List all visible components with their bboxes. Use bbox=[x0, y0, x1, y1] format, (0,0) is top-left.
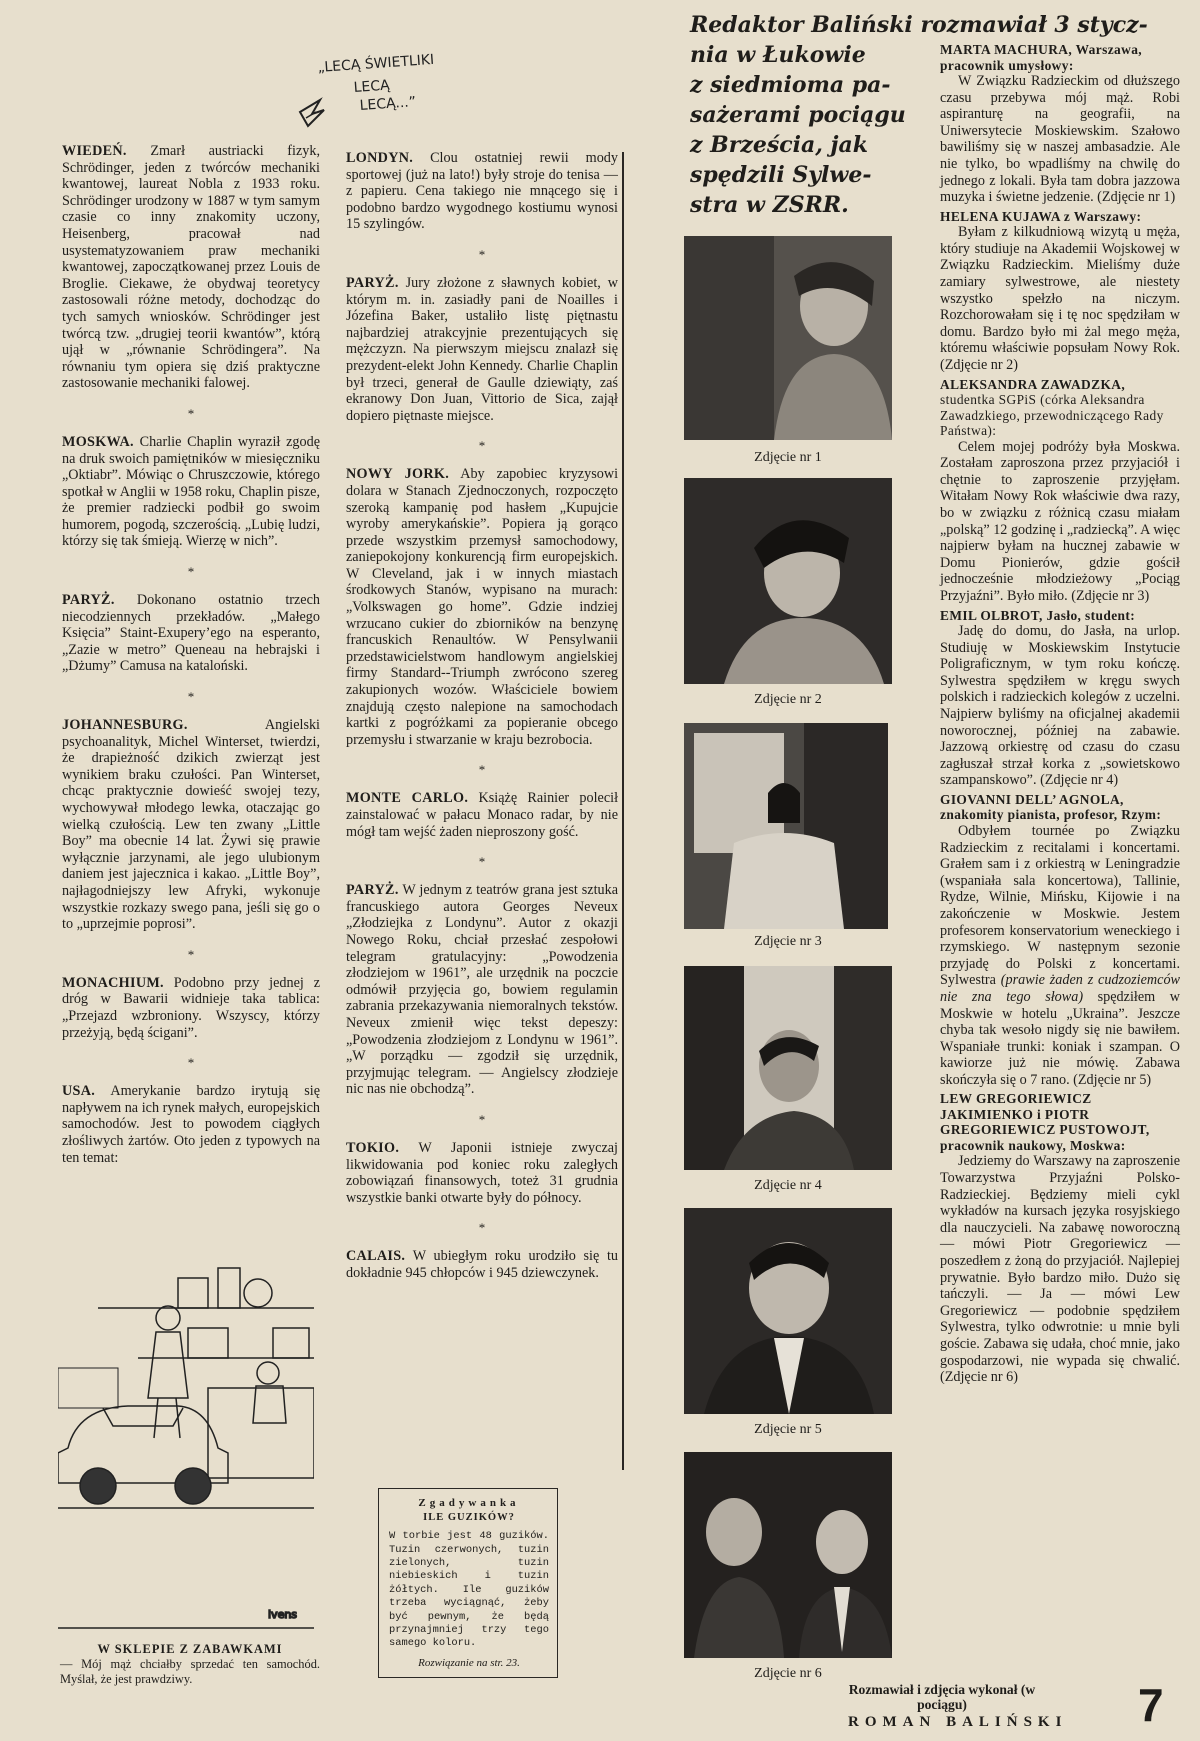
column-divider bbox=[622, 152, 624, 1470]
interview-text: Jadę do domu, do Jasła, na urlop. Studiuję w Moskiewskim Instytucie Poligraficznym, w tym roku kończę. Sylwestra spędziłem w kręgu swych polskich i radzieckich kolegów z uczelni. Najpierw byliśmy na oficjalnej akademii noworocznej, później na zabawie. Jazzową orkiestrę od czasu do czasu zagłuszał strzał korka z „sowietskowo szampanskowo”. (Zdjęcie nr 4) bbox=[940, 623, 1180, 789]
separator-star: * bbox=[187, 405, 195, 421]
logo-line-2: LECĄ bbox=[353, 77, 391, 96]
separator-star: * bbox=[478, 438, 486, 454]
photo-5 bbox=[684, 1208, 892, 1414]
photo-6 bbox=[684, 1452, 892, 1658]
interviewee-name: ALEKSANDRA ZAWADZKA, bbox=[940, 376, 1126, 392]
news-wieden: WIEDEŃ. Zmarł austriacki fizyk, Schrödinger, jeden z twórców mechaniki kwantowej, laureat Nobla z 1933 roku. Schrödinger urodzony w 1887 w tym samym czasie co inny znakomity uczony, Heisenberg, pracował nad usystematyzowaniem praw mechaniki kwantowej, zapoczątkowanej przez Louis de Broglie. Ciekawe, że obydwaj teoretycy zastosowali różne metody, dochodząc do tych samych wniosków. Schrödinger jest twórcą tzw. „drugiej teorii kwantów”, którą ujął w „równanie Schrödingera”. Na równaniu tym opiera się dziś praktyczne zastosowanie mechaniki falowej. bbox=[62, 143, 321, 392]
puzzle-subtitle: ILE GUZIKÓW? bbox=[423, 1511, 515, 1523]
author-name: ROMAN BALIŃSKI bbox=[848, 1714, 1068, 1730]
news-calais: CALAIS. W ubiegłym roku urodziło się tu dokładnie 945 chłopców i 945 dziewczynek. bbox=[346, 1248, 619, 1281]
photo-caption-6: Zdjęcie nr 6 bbox=[754, 1666, 822, 1681]
logo-line-3: LECĄ...” bbox=[359, 94, 417, 114]
news-paryz-1: PARYŻ. Dokonano ostatnio trzech niecodziennych przekładów. „Małego Księcia” Staint-Exupery’ego na esperanto, „Zazie w metro” Queneau na hebrajski i „Dżumy” Camusa na kataloński. bbox=[62, 592, 320, 675]
news-paryz-3: PARYŻ. W jednym z teatrów grana jest sztuka francuskiego autora Georges Neveux „Złodziejka z Londynu”. Autor z okazji Nowego Roku, chciał przesłać zespołowi telegram gratulacyjny: „Powodzenia złodziejom w 1961”, ale urzędnik na poczcie odmówił przyjęcia go, bowiem regulamin zabrania przekazywania niemoralnych tekstów. Neveux zmienił więc tekst depeszy: „Powodzenia złodziejom z Londynu w 1961”. „W porządku — zgodził się urzędnik, przyjmując telegram. — Angielscy złodzieje nic nas nie obchodzą”. bbox=[346, 882, 618, 1098]
headline-line-3: z siedmioma pa- bbox=[690, 72, 891, 98]
photo-3 bbox=[684, 723, 888, 929]
interviewee-role: Jasło, student: bbox=[1046, 607, 1136, 623]
interviewee-name: EMIL OLBROT, bbox=[940, 607, 1043, 623]
interviewee-role: z Warszawy: bbox=[1063, 208, 1142, 224]
separator-star: * bbox=[187, 1055, 195, 1071]
interview-text: Byłam z kilkudniową wizytą u męża, który studiuje na Akademii Wojskowej w Związku Radzieckim. Mieliśmy duże zamiary sylwestrowe, ale niestety wszystko spełzło na niczym. Rozchorowałam się i tę noc spędziłam w domu. Bardzo było mi żal mego męża, któremu właściwie popsułam Nowy Rok. (Zdjęcie nr 2) bbox=[940, 224, 1180, 373]
two-men-portrait-icon bbox=[684, 1452, 892, 1658]
separator-star: * bbox=[187, 946, 195, 962]
interview-3 bbox=[940, 377, 1180, 605]
interview-text: Jedziemy do Warszawy na zaproszenie Towarzystwa Przyjaźni Polsko-Radzieckiej. Będziemy mieli cykl wykładów na kursach języka rosyjskiego dla nauczycieli. Na zabawę noworoczną — mówi Piotr Gregoriewicz — poszedłem z żoną do przyjaciół. Najlepiej prywatnie. Było bardzo miło. Dużo się tańczyli. — Ja — mówi Lew Gregoriewicz — podobnie spędziłem Sylwestra, tylko odwrotnie: u mnie byli goście. Zabawa się udała, choć mnie, jako gospodarzowi, nie wypada się chwalić. (Zdjęcie nr 6) bbox=[940, 1153, 1180, 1386]
cartoon-caption bbox=[60, 1642, 320, 1687]
headline-line-1: Redaktor Baliński rozmawiał 3 stycz- bbox=[690, 12, 1148, 38]
news-tokio: TOKIO. W Japonii istnieje zwyczaj likwidowania pod koniec roku zaległych zobowiązań finansowych, toteż 31 grudnia wszystkie banki otwarte były do północy. bbox=[346, 1139, 618, 1206]
photo-caption-4: Zdjęcie nr 4 bbox=[754, 1178, 822, 1193]
separator-star: * bbox=[478, 854, 486, 870]
toy-shop-cartoon-icon bbox=[58, 1248, 314, 1638]
news-moskwa: MOSKWA. Charlie Chaplin wyraził zgodę na druk swoich pamiętników w miesięczniku „Oktiabr”. Mówiąc o Chruszczowie, którego spotkał w Anglii w 1958 roku, Chaplin pisze, że premier radziecki podbił go swoim humorem, pogodą, szczerością. „Lubię ludzi, którzy się tak śmieją. Wierzę w nich”. bbox=[62, 433, 320, 550]
logo-line-1: „LECĄ ŚWIETLIKI bbox=[317, 52, 435, 76]
puzzle-text: W torbie jest 48 guzików. Tuzin czerwonych, tuzin zielonych, tuzin niebieskich i tuzin żółtych. Ile guzików trzeba wyciągnąć, żeby być pewnym, że będą przynajmniej trzy tego samego koloru. bbox=[389, 1530, 549, 1650]
news-monte-carlo: MONTE CARLO. Książę Rainier polecił zainstalować w pałacu Monaco radar, by nie mógł tam wejść żaden nieproszony gość. bbox=[346, 790, 619, 840]
interview-text: Odbyłem tournée po Związku Radzieckim z recitalami i koncertami. Grałem sam i z orkiestrą w Leningradzie (wspaniała sala koncertowa), Tallinie, Rydze, Wilnie, Mińsku, Kijowie i na zakończenie w Moskwie. Jestem profesorem konservatorium weneckiego i rzymskiego. W następnym sezonie przyjadę do Polski z koncertami. Sylwestra (prawie żaden z cudzoziemców nie zna tego słowa) spędziłem w Moskwie w hotelu „Ukraina”. Jeszcze chyba tak wesoło nigdy się nie bawiłem. Wspaniałe trunki: koniak i szampan. O kawiorze już nie mówię. Zabawa skończyła się o 7 rano. (Zdjęcie nr 5) bbox=[940, 822, 1180, 1088]
svg-text:ivens: ivens bbox=[268, 1608, 298, 1621]
separator-star: * bbox=[478, 246, 486, 262]
train-window-portrait-icon bbox=[684, 723, 888, 929]
interviewee-role: znakomity pianista, profesor, Rzym: bbox=[940, 807, 1162, 823]
interviewee-role: pracownik naukowy, Moskwa: bbox=[940, 1137, 1126, 1153]
headline-line-2: nia w Łukowie bbox=[690, 42, 866, 68]
interview-6 bbox=[940, 1091, 1180, 1385]
photo-4 bbox=[684, 966, 892, 1170]
cartoon-text: — Mój mąż chciałby sprzedać ten samochód. Myślał, że jest prawdziwy. bbox=[60, 1657, 320, 1686]
interview-5 bbox=[940, 792, 1180, 1089]
photo-caption-1: Zdjęcie nr 1 bbox=[754, 450, 822, 465]
interviewee-name: LEW GREGORIEWICZ JAKIMIENKO i PIOTR GREGORIEWICZ PUSTOWOJT, bbox=[940, 1091, 1150, 1138]
firefly-logo-icon bbox=[298, 52, 448, 132]
headline-line-6: spędzili Sylwe- bbox=[690, 162, 872, 188]
woman-portrait-icon bbox=[684, 478, 892, 684]
interview-1 bbox=[940, 42, 1180, 206]
separator-star: * bbox=[187, 564, 195, 580]
puzzle-solution: Rozwiązanie na str. 23. bbox=[418, 1656, 520, 1669]
photo-caption-5: Zdjęcie nr 5 bbox=[754, 1422, 822, 1437]
interviews-column bbox=[940, 42, 1180, 1386]
puzzle-title: Zgadywanka bbox=[418, 1497, 520, 1509]
interviewee-role: Warszawa, pracownik umysłowy: bbox=[940, 42, 1143, 73]
news-usa: USA. Amerykanie bardzo irytują się napływem na ich rynek małych, europejskich samochodów. Jest to powodem ciągłych złośliwych żartów. Oto jeden z typowych na ten temat: bbox=[62, 1083, 320, 1166]
photo-caption-2: Zdjęcie nr 2 bbox=[754, 692, 822, 707]
puzzle-box bbox=[378, 1488, 558, 1678]
cartoon-illustration bbox=[58, 1248, 314, 1638]
headline-line-4: sażerami pociągu bbox=[690, 102, 906, 128]
interview-2 bbox=[940, 209, 1180, 374]
news-londyn: LONDYN. Clou ostatniej rewii mody sportowej (już na lato!) były stroje do tenisa — z papieru. Cena takiego nie mnącego się i podobno bardzo wygodnego kostiumu wynosi 15 szylingów. bbox=[346, 150, 618, 233]
photo-credit: Rozmawiał i zdjęcia wykonał (w pociągu) bbox=[848, 1682, 1036, 1712]
photo-caption-3: Zdjęcie nr 3 bbox=[754, 934, 822, 949]
news-column-1 bbox=[62, 143, 320, 1166]
man-portrait-icon bbox=[684, 966, 892, 1170]
page-number: 7 bbox=[1138, 1679, 1164, 1731]
separator-star: * bbox=[478, 762, 486, 778]
cartoon-title: W SKLEPIE Z ZABAWKAMI bbox=[97, 1642, 283, 1656]
news-column-2 bbox=[346, 150, 618, 1281]
interview-text: W Związku Radzieckim od dłuższego czasu przebywa mój mąż. Robi aspiranturę na geografii, na Uniwersytecie Moskiewskim. Szałowo bawiliśmy się w naszej ambasadzie. Ale nie tylko, bo wpadliśmy na chwilę do jednego z lokali. Była tam dobra jazzowa muzyka i świetne jedzenie. (Zdjęcie nr 1) bbox=[940, 73, 1180, 206]
interview-text: Celem mojej podróży była Moskwa. Zostałam zaproszona przez przyjaciół i chętnie to zaproszenie przyjęłam. Witałam Nowy Rok właściwie dwa razy, bo w związku z różnicą czasu miałam „polską” 12 godzinę i „radziecką”. A więc najpierw byłam na hucznej zabawie w Domu Pionierów, gdzie gościł jednocześnie młodzieżowy „Pociąg Przyjaźni”. Było miło. (Zdjęcie nr 3) bbox=[940, 438, 1180, 604]
separator-star: * bbox=[187, 689, 195, 705]
man-portrait-icon bbox=[684, 1208, 892, 1414]
headline-line-5: z Brześcia, jak bbox=[690, 132, 868, 158]
news-nowy-jork: NOWY JORK. Aby zapobiec kryzysowi dolara w Stanach Zjednoczonych, rozpoczęto szeroką kampanię pod hasłem „Kupujcie wyroby amerykańskie”. Popiera ją gorąco przede wszystkim przemysł samochodowy, zaniepokojony konkurencją firm europejskich. W Cleveland, jak i w innych miastach środkowych Stanów, wypisano na murach: „Volkswagen go home”. Gdzie indziej wrzucano cukier do zbiorników na benzynę francuskich Renaultów. W Pensylwanii przedstawicielstwom handlowym angielskiej firmy Standard--Triumph zwrócono szereg zakupionych wozów. Właściciele bowiem znajdują często nalepione na samochodach kartki z pogróżkami za popieranie obcego przemysłu i stwarzanie w kraju bezrobocia. bbox=[346, 466, 619, 748]
interviewee-name: HELENA KUJAWA bbox=[940, 208, 1061, 224]
woman-portrait-icon bbox=[684, 236, 892, 440]
interviewee-name: GIOVANNI DELL’ AGNOLA, bbox=[940, 791, 1124, 807]
news-johannesburg: JOHANNESBURG. Angielski psychoanalityk, Michel Winterset, twierdzi, że drapieżność dzikich zwierząt jest wynikiem braku czułości. Pan Winterset, chcąc praktycznie dowieść swojej tezy, wychowywał młodego lewka, otaczając go wielką czułością. Lew ten zwany „Little Boy” ma obecnie 14 lat. Żywi się prawie wyłącznie jarzynami, ale jego ulubionym daniem jest jajecznica i kakao. „Little Boy”, najłagodniejszy lew Afryki, wykonuje wszystkie rozkazy swego pana, jeśli się go o to „uprzejmie poprosi”. bbox=[62, 717, 320, 933]
interviewee-role: studentka SGPiS (córka Aleksandra Zawadzkiego, przewodniczącego Rady Państwa): bbox=[940, 392, 1164, 439]
photo-2 bbox=[684, 478, 892, 684]
news-paryz-2: PARYŻ. Jury złożone z sławnych kobiet, w którym m. in. zasiadły pani de Noailles i Józefina Baker, ustaliło listę piętnastu najbardziej atrakcyjnie prezentujących się mężczyzn. Na pierwszym miejscu znalazł się prezydent-elekt John Kennedy. Charlie Chaplin był trzeci, generał de Gaulle dziewiąty, zaś ekranowy Don Juan, Vittorio de Sica, zajął dopiero piętnaste miejsce. bbox=[346, 274, 619, 424]
photo-1 bbox=[684, 236, 892, 440]
section-logo bbox=[298, 52, 448, 132]
separator-star: * bbox=[478, 1111, 486, 1127]
interview-4 bbox=[940, 608, 1180, 789]
headline-line-7: stra w ZSRR. bbox=[690, 192, 849, 218]
news-monachium: MONACHIUM. Podobno przy jednej z dróg w Bawarii widnieje taka tablica: „Przejazd wzbroniony. Wszyscy, którzy przeżyją, będą ścigani”. bbox=[62, 974, 321, 1041]
interviewee-name: MARTA MACHURA, bbox=[940, 42, 1073, 57]
separator-star: * bbox=[478, 1220, 486, 1236]
